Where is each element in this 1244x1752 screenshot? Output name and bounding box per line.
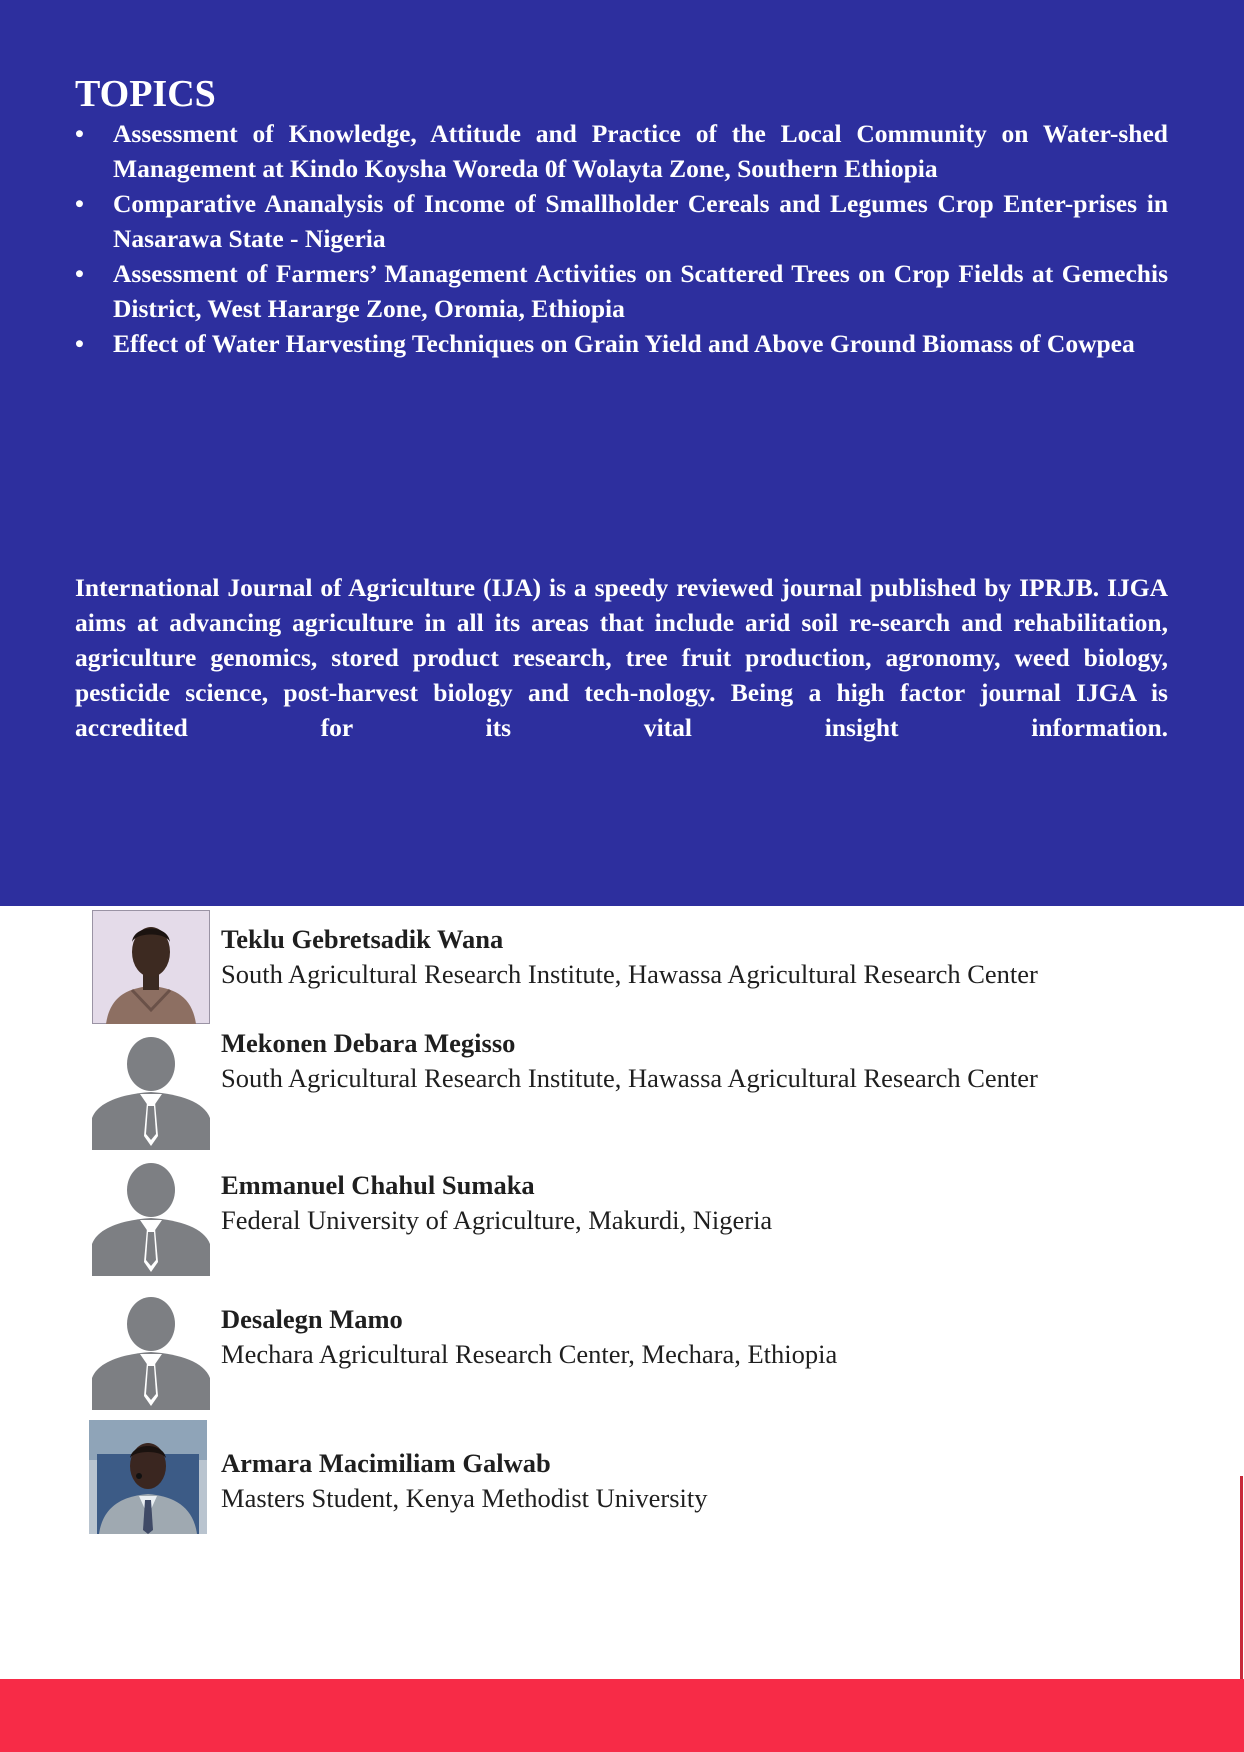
author-affiliation: South Agricultural Research Institute, Hawassa Agricultural Research Center: [221, 959, 1038, 989]
author-affiliation: Masters Student, Kenya Methodist University: [221, 1483, 708, 1513]
author-photo: [92, 910, 210, 1024]
author-entry: [0, 1420, 1244, 1540]
right-edge-rule: [1240, 1476, 1243, 1679]
topic-text: Assessment of Knowledge, Attitude and Practice of the Local Community on Water-shed Management at Kindo Koysha Woreda 0f Wolayta Zone, Southern Ethiopia: [113, 119, 1168, 183]
topic-item: [75, 326, 1168, 361]
author-photo: [92, 1162, 210, 1276]
topic-item: [75, 186, 1168, 256]
author-name: Armara Macimiliam Galwab: [221, 1448, 551, 1478]
topic-item: [75, 116, 1168, 186]
silhouette-icon: [92, 1036, 210, 1150]
author-affiliation: Mechara Agricultural Research Center, Mechara, Ethiopia: [221, 1339, 838, 1369]
bullet-icon: •: [75, 259, 84, 288]
author-entry: [0, 1162, 1244, 1282]
bullet-icon: •: [75, 119, 84, 148]
author-affiliation: Federal University of Agriculture, Makurdi, Nigeria: [221, 1205, 773, 1235]
author-name: Mekonen Debara Megisso: [221, 1028, 516, 1058]
bullet-icon: •: [75, 329, 84, 358]
silhouette-icon: [92, 1296, 210, 1410]
portrait-photo: [89, 1420, 207, 1534]
topic-text: Effect of Water Harvesting Techniques on Grain Yield and Above Ground Biomass of Cowpea: [113, 329, 1135, 358]
portrait-photo: [92, 910, 210, 1024]
topic-text: Comparative Ananalysis of Income of Smallholder Cereals and Legumes Crop Enter-prises in Nasarawa State - Nigeria: [113, 189, 1168, 253]
author-entry: [0, 1026, 1244, 1146]
author-photo: [92, 1296, 210, 1410]
topic-text: Assessment of Farmers’ Management Activities on Scattered Trees on Crop Fields at Gemechis District, West Hararge Zone, Oromia, Ethiopia: [113, 259, 1168, 323]
author-photo: [92, 1036, 210, 1150]
topic-item: [75, 256, 1168, 326]
author-name: Emmanuel Chahul Sumaka: [221, 1170, 535, 1200]
bullet-icon: •: [75, 189, 84, 218]
author-affiliation: South Agricultural Research Institute, Hawassa Agricultural Research Center: [221, 1063, 1038, 1093]
silhouette-icon: [92, 1162, 210, 1276]
author-entry: [0, 1296, 1244, 1416]
author-photo: [89, 1420, 207, 1534]
footer-band: [0, 1679, 1244, 1752]
author-name: Teklu Gebretsadik Wana: [221, 924, 504, 954]
topics-list: [75, 116, 1168, 361]
author-entry: [0, 910, 1244, 1030]
topics-title: TOPICS: [75, 73, 216, 115]
journal-description: International Journal of Agriculture (IJA) is a speedy reviewed journal published by IPRJB. IJGA aims at advancing agriculture in all its areas that include arid soil re-search and rehabilitation, agriculture genomics, stored product research, tree fruit production, agronomy, weed biology, pesticide science, post-harvest biology and tech-nology. Being a high factor journal IJGA is accredited for its vital insight information.: [75, 573, 1168, 742]
author-name: Desalegn Mamo: [221, 1304, 403, 1334]
